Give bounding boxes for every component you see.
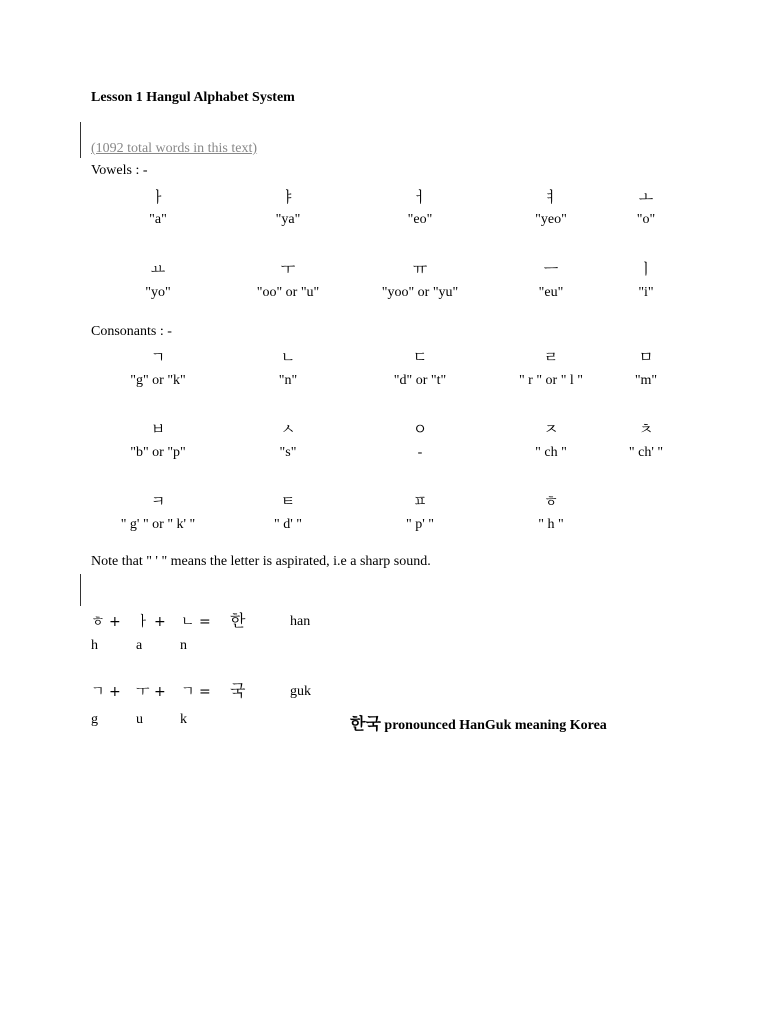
- consonant-romanization: " d' ": [274, 517, 302, 532]
- example-part: ㅎ +: [91, 614, 121, 630]
- vowel-char: ㅠ: [412, 260, 428, 278]
- revision-bar: [80, 122, 81, 158]
- example-syllable: 국: [230, 681, 246, 700]
- vowel-romanization: "eo": [407, 212, 433, 227]
- vowel-char: ㅑ: [280, 188, 296, 206]
- example-syllable: 한: [230, 611, 246, 630]
- example-part: ㅏ +: [136, 614, 166, 630]
- consonant-romanization: "n": [278, 373, 298, 388]
- aspiration-note: Note that " ' " means the letter is aspirated, i.e a sharp sound.: [91, 554, 431, 569]
- consonant-char: ㄷ: [412, 348, 428, 366]
- example-letter: g: [91, 712, 98, 727]
- example-reading: guk: [290, 684, 311, 699]
- consonant-char: ㅋ: [150, 492, 166, 510]
- vowel-romanization: "ya": [275, 212, 301, 227]
- vowel-romanization: "yo": [145, 285, 171, 300]
- consonants-heading: Consonants : -: [91, 324, 172, 339]
- example-part: ㄱ =: [181, 684, 211, 700]
- korea-description: pronounced HanGuk meaning Korea: [384, 718, 607, 733]
- korea-summary: [350, 711, 607, 734]
- consonant-romanization: " ch ": [535, 445, 567, 460]
- consonant-char: ㅊ: [638, 420, 654, 438]
- vowel-char: ㅗ: [638, 188, 654, 206]
- consonant-romanization: "m": [634, 373, 658, 388]
- example-reading: han: [290, 614, 311, 629]
- example-letter: a: [136, 638, 143, 653]
- vowels-heading: Vowels : -: [91, 163, 148, 178]
- example-part: ㄴ =: [181, 614, 211, 630]
- vowel-romanization: "oo" or "u": [256, 285, 320, 300]
- consonant-romanization: " p' ": [406, 517, 434, 532]
- vowel-romanization: "o": [636, 212, 656, 227]
- consonant-char: ㅈ: [543, 420, 559, 438]
- example-letter: k: [180, 712, 187, 727]
- consonant-char: ㅇ: [412, 420, 428, 438]
- consonant-char: ㅎ: [543, 492, 559, 510]
- consonant-char: ㄱ: [150, 348, 166, 366]
- vowel-romanization: "eu": [538, 285, 564, 300]
- example-letter: n: [180, 638, 187, 653]
- consonant-char: ㅍ: [412, 492, 428, 510]
- vowel-romanization: "yeo": [535, 212, 567, 227]
- consonant-char: ㅅ: [280, 420, 296, 438]
- consonant-char: ㅁ: [638, 348, 654, 366]
- consonant-char: ㄴ: [280, 348, 296, 366]
- word-count-link[interactable]: (1092 total words in this text): [91, 141, 258, 156]
- consonant-romanization: -: [417, 445, 423, 460]
- consonant-char: ㅂ: [150, 420, 166, 438]
- consonant-romanization: "g" or "k": [130, 373, 186, 388]
- consonant-char: ㅌ: [280, 492, 296, 510]
- vowel-char: ㅜ: [280, 260, 296, 278]
- vowel-romanization: "yoo" or "yu": [381, 285, 459, 300]
- consonant-char: ㄹ: [543, 348, 559, 366]
- page-title: Lesson 1 Hangul Alphabet System: [91, 90, 295, 105]
- vowel-romanization: "i": [638, 285, 654, 300]
- vowel-char: ㅓ: [412, 188, 428, 206]
- vowel-char: ㅣ: [638, 260, 654, 278]
- consonant-romanization: " h ": [538, 517, 564, 532]
- vowel-char: ㅛ: [150, 260, 166, 278]
- vowel-romanization: "a": [149, 212, 167, 227]
- example-letter: u: [136, 712, 143, 727]
- consonant-romanization: "s": [279, 445, 297, 460]
- example-part: ㄱ +: [91, 684, 121, 700]
- korea-word: 한국: [350, 714, 381, 733]
- revision-bar: [80, 574, 81, 606]
- consonant-romanization: " r " or " l ": [518, 373, 584, 388]
- vowel-char: ㅡ: [543, 260, 559, 278]
- vowel-char: ㅏ: [150, 188, 166, 206]
- consonant-romanization: "b" or "p": [130, 445, 186, 460]
- consonant-romanization: "d" or "t": [393, 373, 447, 388]
- vowel-char: ㅕ: [543, 188, 559, 206]
- consonant-romanization: " g' " or " k' ": [120, 517, 196, 532]
- consonant-romanization: " ch' ": [628, 445, 664, 460]
- example-part: ㅜ +: [136, 684, 166, 700]
- example-letter: h: [91, 638, 98, 653]
